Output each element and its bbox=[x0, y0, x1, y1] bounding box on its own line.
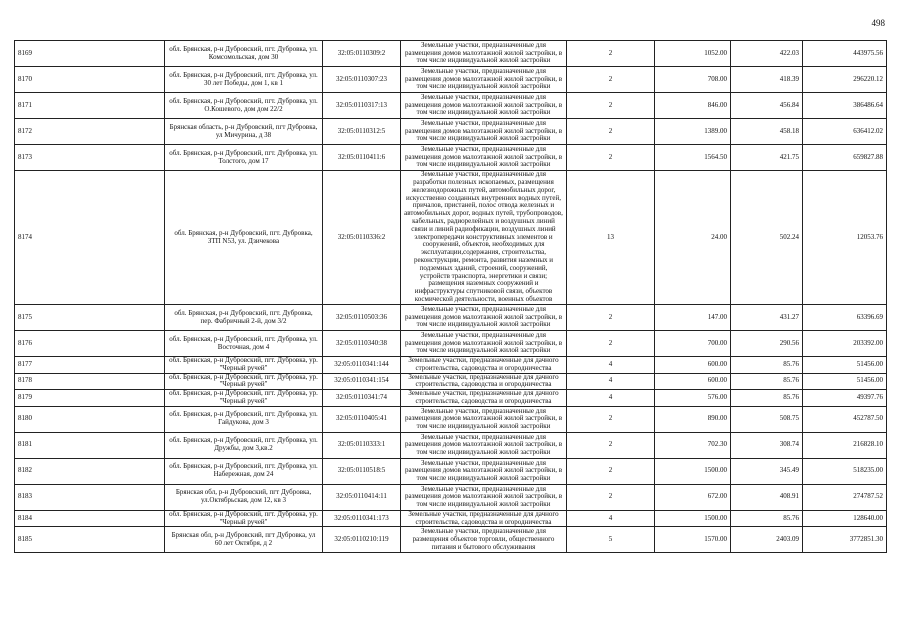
area-cell: 708.00 bbox=[655, 67, 731, 93]
row-id-cell: 8181 bbox=[15, 432, 165, 458]
table-row bbox=[15, 406, 887, 432]
row-id-cell: 8178 bbox=[15, 373, 165, 390]
category-cell: 2 bbox=[567, 93, 655, 119]
cadastral-value-cell: 518235.00 bbox=[803, 458, 887, 484]
row-id-cell: 8177 bbox=[15, 357, 165, 374]
cadastral-number-cell: 32:05:0110333:1 bbox=[323, 432, 401, 458]
row-id-cell: 8174 bbox=[15, 171, 165, 305]
cadastral-value-cell: 636412.02 bbox=[803, 119, 887, 145]
cadastral-number-cell: 32:05:0110341:154 bbox=[323, 373, 401, 390]
cadastral-number-cell: 32:05:0110411:6 bbox=[323, 145, 401, 171]
land-use-cell: Земельные участки, предназначенные для размещения домов малоэтажной жилой застройки, в том числе индивидуальной жилой застройки bbox=[401, 406, 567, 432]
unit-value-cell: 308.74 bbox=[731, 432, 803, 458]
page-number: 498 bbox=[871, 18, 885, 28]
cadastral-value-cell: 3772851.30 bbox=[803, 527, 887, 553]
address-cell: обл. Брянская, р-н Дубровский, пгт. Дубровка, пер. Фабричный 2-й, дом 3/2 bbox=[165, 305, 323, 331]
land-use-cell: Земельные участки, предназначенные для размещения домов малоэтажной жилой застройки, в том числе индивидуальной жилой застройки bbox=[401, 93, 567, 119]
cadastral-number-cell: 32:05:0110340:38 bbox=[323, 331, 401, 357]
category-cell: 2 bbox=[567, 331, 655, 357]
area-cell: 846.00 bbox=[655, 93, 731, 119]
unit-value-cell: 421.75 bbox=[731, 145, 803, 171]
category-cell: 4 bbox=[567, 357, 655, 374]
address-cell: Брянская обл, р-н Дубровский, пгт Дубровка, ул 60 лет Октября, д 2 bbox=[165, 527, 323, 553]
row-id-cell: 8169 bbox=[15, 41, 165, 67]
cadastral-value-cell: 128640.00 bbox=[803, 510, 887, 527]
table-row bbox=[15, 67, 887, 93]
category-cell: 2 bbox=[567, 305, 655, 331]
land-registry-table bbox=[14, 40, 887, 553]
cadastral-number-cell: 32:05:0110341:173 bbox=[323, 510, 401, 527]
area-cell: 1389.00 bbox=[655, 119, 731, 145]
address-cell: обл. Брянская, р-н Дубровский, пгт. Дубровка, ул. Гайдукова, дом 3 bbox=[165, 406, 323, 432]
cadastral-number-cell: 32:05:0110341:74 bbox=[323, 390, 401, 407]
unit-value-cell: 85.76 bbox=[731, 373, 803, 390]
land-use-cell: Земельные участки, предназначенные для размещения домов малоэтажной жилой застройки, в том числе индивидуальной жилой застройки bbox=[401, 458, 567, 484]
cadastral-number-cell: 32:05:0110309:2 bbox=[323, 41, 401, 67]
land-use-cell: Земельные участки, предназначенные для размещения объектов торговли, общественного питания и бытового обслуживания bbox=[401, 527, 567, 553]
area-cell: 1500.00 bbox=[655, 458, 731, 484]
address-cell: обл. Брянская, р-н Дубровский, пгт. Дубровка, ур. "Черный ручей" bbox=[165, 510, 323, 527]
address-cell: обл. Брянская, р-н Дубровский, пгт. Дубровка, ул. Толстого, дом 17 bbox=[165, 145, 323, 171]
registry-body bbox=[15, 41, 887, 553]
cadastral-value-cell: 12053.76 bbox=[803, 171, 887, 305]
row-id-cell: 8176 bbox=[15, 331, 165, 357]
table-row bbox=[15, 93, 887, 119]
unit-value-cell: 431.27 bbox=[731, 305, 803, 331]
cadastral-value-cell: 452787.50 bbox=[803, 406, 887, 432]
table-row bbox=[15, 305, 887, 331]
unit-value-cell: 458.18 bbox=[731, 119, 803, 145]
row-id-cell: 8172 bbox=[15, 119, 165, 145]
area-cell: 890.00 bbox=[655, 406, 731, 432]
area-cell: 700.00 bbox=[655, 331, 731, 357]
category-cell: 2 bbox=[567, 119, 655, 145]
unit-value-cell: 345.49 bbox=[731, 458, 803, 484]
table-row bbox=[15, 41, 887, 67]
land-use-cell: Земельные участки, предназначенные для дачного строительства, садоводства и огородничества bbox=[401, 357, 567, 374]
category-cell: 2 bbox=[567, 41, 655, 67]
land-use-cell: Земельные участки, предназначенные для дачного строительства, садоводства и огородничества bbox=[401, 373, 567, 390]
address-cell: обл. Брянская, р-н Дубровский, пгт. Дубровка, ул. Комсомольская, дом 30 bbox=[165, 41, 323, 67]
area-cell: 672.00 bbox=[655, 484, 731, 510]
address-cell: обл. Брянская, р-н Дубровский, пгт. Дубровка, ур. "Черный ручей" bbox=[165, 390, 323, 407]
address-cell: Брянская обл, р-н Дубровский, пгт Дубровка, ул.Октябрьская, дом 12, кв 3 bbox=[165, 484, 323, 510]
cadastral-value-cell: 63396.69 bbox=[803, 305, 887, 331]
cadastral-value-cell: 386486.64 bbox=[803, 93, 887, 119]
area-cell: 600.00 bbox=[655, 357, 731, 374]
area-cell: 576.00 bbox=[655, 390, 731, 407]
cadastral-number-cell: 32:05:0110210:119 bbox=[323, 527, 401, 553]
land-use-cell: Земельные участки, предназначенные для дачного строительства, садоводства и огородничества bbox=[401, 390, 567, 407]
cadastral-number-cell: 32:05:0110503:36 bbox=[323, 305, 401, 331]
unit-value-cell: 422.03 bbox=[731, 41, 803, 67]
table-row bbox=[15, 527, 887, 553]
table-row bbox=[15, 432, 887, 458]
unit-value-cell: 290.56 bbox=[731, 331, 803, 357]
cadastral-number-cell: 32:05:0110414:11 bbox=[323, 484, 401, 510]
category-cell: 4 bbox=[567, 373, 655, 390]
cadastral-number-cell: 32:05:0110317:13 bbox=[323, 93, 401, 119]
cadastral-value-cell: 659827.88 bbox=[803, 145, 887, 171]
cadastral-value-cell: 51456.00 bbox=[803, 357, 887, 374]
row-id-cell: 8179 bbox=[15, 390, 165, 407]
unit-value-cell: 85.76 bbox=[731, 510, 803, 527]
cadastral-number-cell: 32:05:0110336:2 bbox=[323, 171, 401, 305]
table-row bbox=[15, 119, 887, 145]
category-cell: 5 bbox=[567, 527, 655, 553]
land-use-cell: Земельные участки, предназначенные для размещения домов малоэтажной жилой застройки, в том числе индивидуальной жилой застройки bbox=[401, 119, 567, 145]
area-cell: 147.00 bbox=[655, 305, 731, 331]
land-use-cell: Земельные участки, предназначенные для размещения домов малоэтажной жилой застройки, в том числе индивидуальной жилой застройки bbox=[401, 305, 567, 331]
cadastral-value-cell: 274787.52 bbox=[803, 484, 887, 510]
land-use-cell: Земельные участки, предназначенные для разработки полезных ископаемых, размещения железнодорожных путей, автомобильных дорог, искусственно созданных внутренних водных путей, причалов, пристаней, полос отвода железных и автомобильных дорог, водных путей, трубопроводов, кабельных, радиорелейных и воздушных линий связи и линий радиофикации, воздушных линий электропередачи конструктивных элементов и сооружений, объектов, необходимых для эксплуатации,содержания, строительства, реконструкции, ремонта, развития наземных и подземных зданий, строений, сооружений, устройств транспорта, энергетики и связи; размещения наземных сооружений и инфраструктуры спутниковой связи, объектов космической деятельности, военных объектов bbox=[401, 171, 567, 305]
row-id-cell: 8173 bbox=[15, 145, 165, 171]
cadastral-value-cell: 203392.00 bbox=[803, 331, 887, 357]
unit-value-cell: 456.84 bbox=[731, 93, 803, 119]
cadastral-value-cell: 51456.00 bbox=[803, 373, 887, 390]
cadastral-value-cell: 443975.56 bbox=[803, 41, 887, 67]
address-cell: обл. Брянская, р-н Дубровский, пгт. Дубровка, ул. Набережная, дом 24 bbox=[165, 458, 323, 484]
table-row bbox=[15, 171, 887, 305]
row-id-cell: 8170 bbox=[15, 67, 165, 93]
cadastral-number-cell: 32:05:0110405:41 bbox=[323, 406, 401, 432]
cadastral-number-cell: 32:05:0110518:5 bbox=[323, 458, 401, 484]
area-cell: 1500.00 bbox=[655, 510, 731, 527]
cadastral-number-cell: 32:05:0110341:144 bbox=[323, 357, 401, 374]
area-cell: 1564.50 bbox=[655, 145, 731, 171]
category-cell: 2 bbox=[567, 67, 655, 93]
address-cell: обл. Брянская, р-н Дубровский, пгт. Дубровка, ур. "Черный ручей" bbox=[165, 373, 323, 390]
unit-value-cell: 418.39 bbox=[731, 67, 803, 93]
area-cell: 702.30 bbox=[655, 432, 731, 458]
table-row bbox=[15, 145, 887, 171]
unit-value-cell: 502.24 bbox=[731, 171, 803, 305]
category-cell: 2 bbox=[567, 145, 655, 171]
category-cell: 13 bbox=[567, 171, 655, 305]
area-cell: 600.00 bbox=[655, 373, 731, 390]
land-use-cell: Земельные участки, предназначенные для размещения домов малоэтажной жилой застройки, в том числе индивидуальной жилой застройки bbox=[401, 67, 567, 93]
row-id-cell: 8182 bbox=[15, 458, 165, 484]
land-use-cell: Земельные участки, предназначенные для размещения домов малоэтажной жилой застройки, в том числе индивидуальной жилой застройки bbox=[401, 484, 567, 510]
row-id-cell: 8183 bbox=[15, 484, 165, 510]
unit-value-cell: 408.91 bbox=[731, 484, 803, 510]
unit-value-cell: 508.75 bbox=[731, 406, 803, 432]
row-id-cell: 8184 bbox=[15, 510, 165, 527]
row-id-cell: 8175 bbox=[15, 305, 165, 331]
row-id-cell: 8185 bbox=[15, 527, 165, 553]
address-cell: обл. Брянская, р-н Дубровский, пгт. Дубровка, ул. 30 лет Победы, дом 1, кв 1 bbox=[165, 67, 323, 93]
table-row bbox=[15, 458, 887, 484]
category-cell: 2 bbox=[567, 432, 655, 458]
row-id-cell: 8171 bbox=[15, 93, 165, 119]
table-row bbox=[15, 373, 887, 390]
cadastral-number-cell: 32:05:0110312:5 bbox=[323, 119, 401, 145]
table-row bbox=[15, 331, 887, 357]
land-use-cell: Земельные участки, предназначенные для размещения домов малоэтажной жилой застройки, в том числе индивидуальной жилой застройки bbox=[401, 331, 567, 357]
table-row bbox=[15, 390, 887, 407]
land-use-cell: Земельные участки, предназначенные для дачного строительства, садоводства и огородничества bbox=[401, 510, 567, 527]
unit-value-cell: 85.76 bbox=[731, 390, 803, 407]
land-use-cell: Земельные участки, предназначенные для размещения домов малоэтажной жилой застройки, в том числе индивидуальной жилой застройки bbox=[401, 145, 567, 171]
table-row bbox=[15, 510, 887, 527]
land-use-cell: Земельные участки, предназначенные для размещения домов малоэтажной жилой застройки, в том числе индивидуальной жилой застройки bbox=[401, 41, 567, 67]
address-cell: обл. Брянская, р-н Дубровский, пгт. Дубровка, ул. О.Кошевого, дом дом 22/2 bbox=[165, 93, 323, 119]
land-use-cell: Земельные участки, предназначенные для размещения домов малоэтажной жилой застройки, в том числе индивидуальной жилой застройки bbox=[401, 432, 567, 458]
address-cell: обл. Брянская, р-н Дубровский, пгт. Дубровка, ул. Восточная, дом 4 bbox=[165, 331, 323, 357]
category-cell: 2 bbox=[567, 406, 655, 432]
area-cell: 1570.00 bbox=[655, 527, 731, 553]
unit-value-cell: 85.76 bbox=[731, 357, 803, 374]
row-id-cell: 8180 bbox=[15, 406, 165, 432]
table-row bbox=[15, 484, 887, 510]
cadastral-value-cell: 49397.76 bbox=[803, 390, 887, 407]
address-cell: обл. Брянская, р-н Дубровский, пгт. Дубровка, ЗТП N53, ул. Дзичекова bbox=[165, 171, 323, 305]
category-cell: 4 bbox=[567, 390, 655, 407]
cadastral-value-cell: 216828.10 bbox=[803, 432, 887, 458]
category-cell: 4 bbox=[567, 510, 655, 527]
area-cell: 1052.00 bbox=[655, 41, 731, 67]
address-cell: обл. Брянская, р-н Дубровский, пгт. Дубровка, ур. "Черный ручей" bbox=[165, 357, 323, 374]
unit-value-cell: 2403.09 bbox=[731, 527, 803, 553]
category-cell: 2 bbox=[567, 458, 655, 484]
table-row bbox=[15, 357, 887, 374]
address-cell: Брянская область, р-н Дубровский, пгт Дубровка, ул Мичурина, д 38 bbox=[165, 119, 323, 145]
area-cell: 24.00 bbox=[655, 171, 731, 305]
cadastral-value-cell: 296220.12 bbox=[803, 67, 887, 93]
category-cell: 2 bbox=[567, 484, 655, 510]
address-cell: обл. Брянская, р-н Дубровский, пгт. Дубровка, ул. Дружбы, дом 3,кв.2 bbox=[165, 432, 323, 458]
cadastral-number-cell: 32:05:0110307:23 bbox=[323, 67, 401, 93]
